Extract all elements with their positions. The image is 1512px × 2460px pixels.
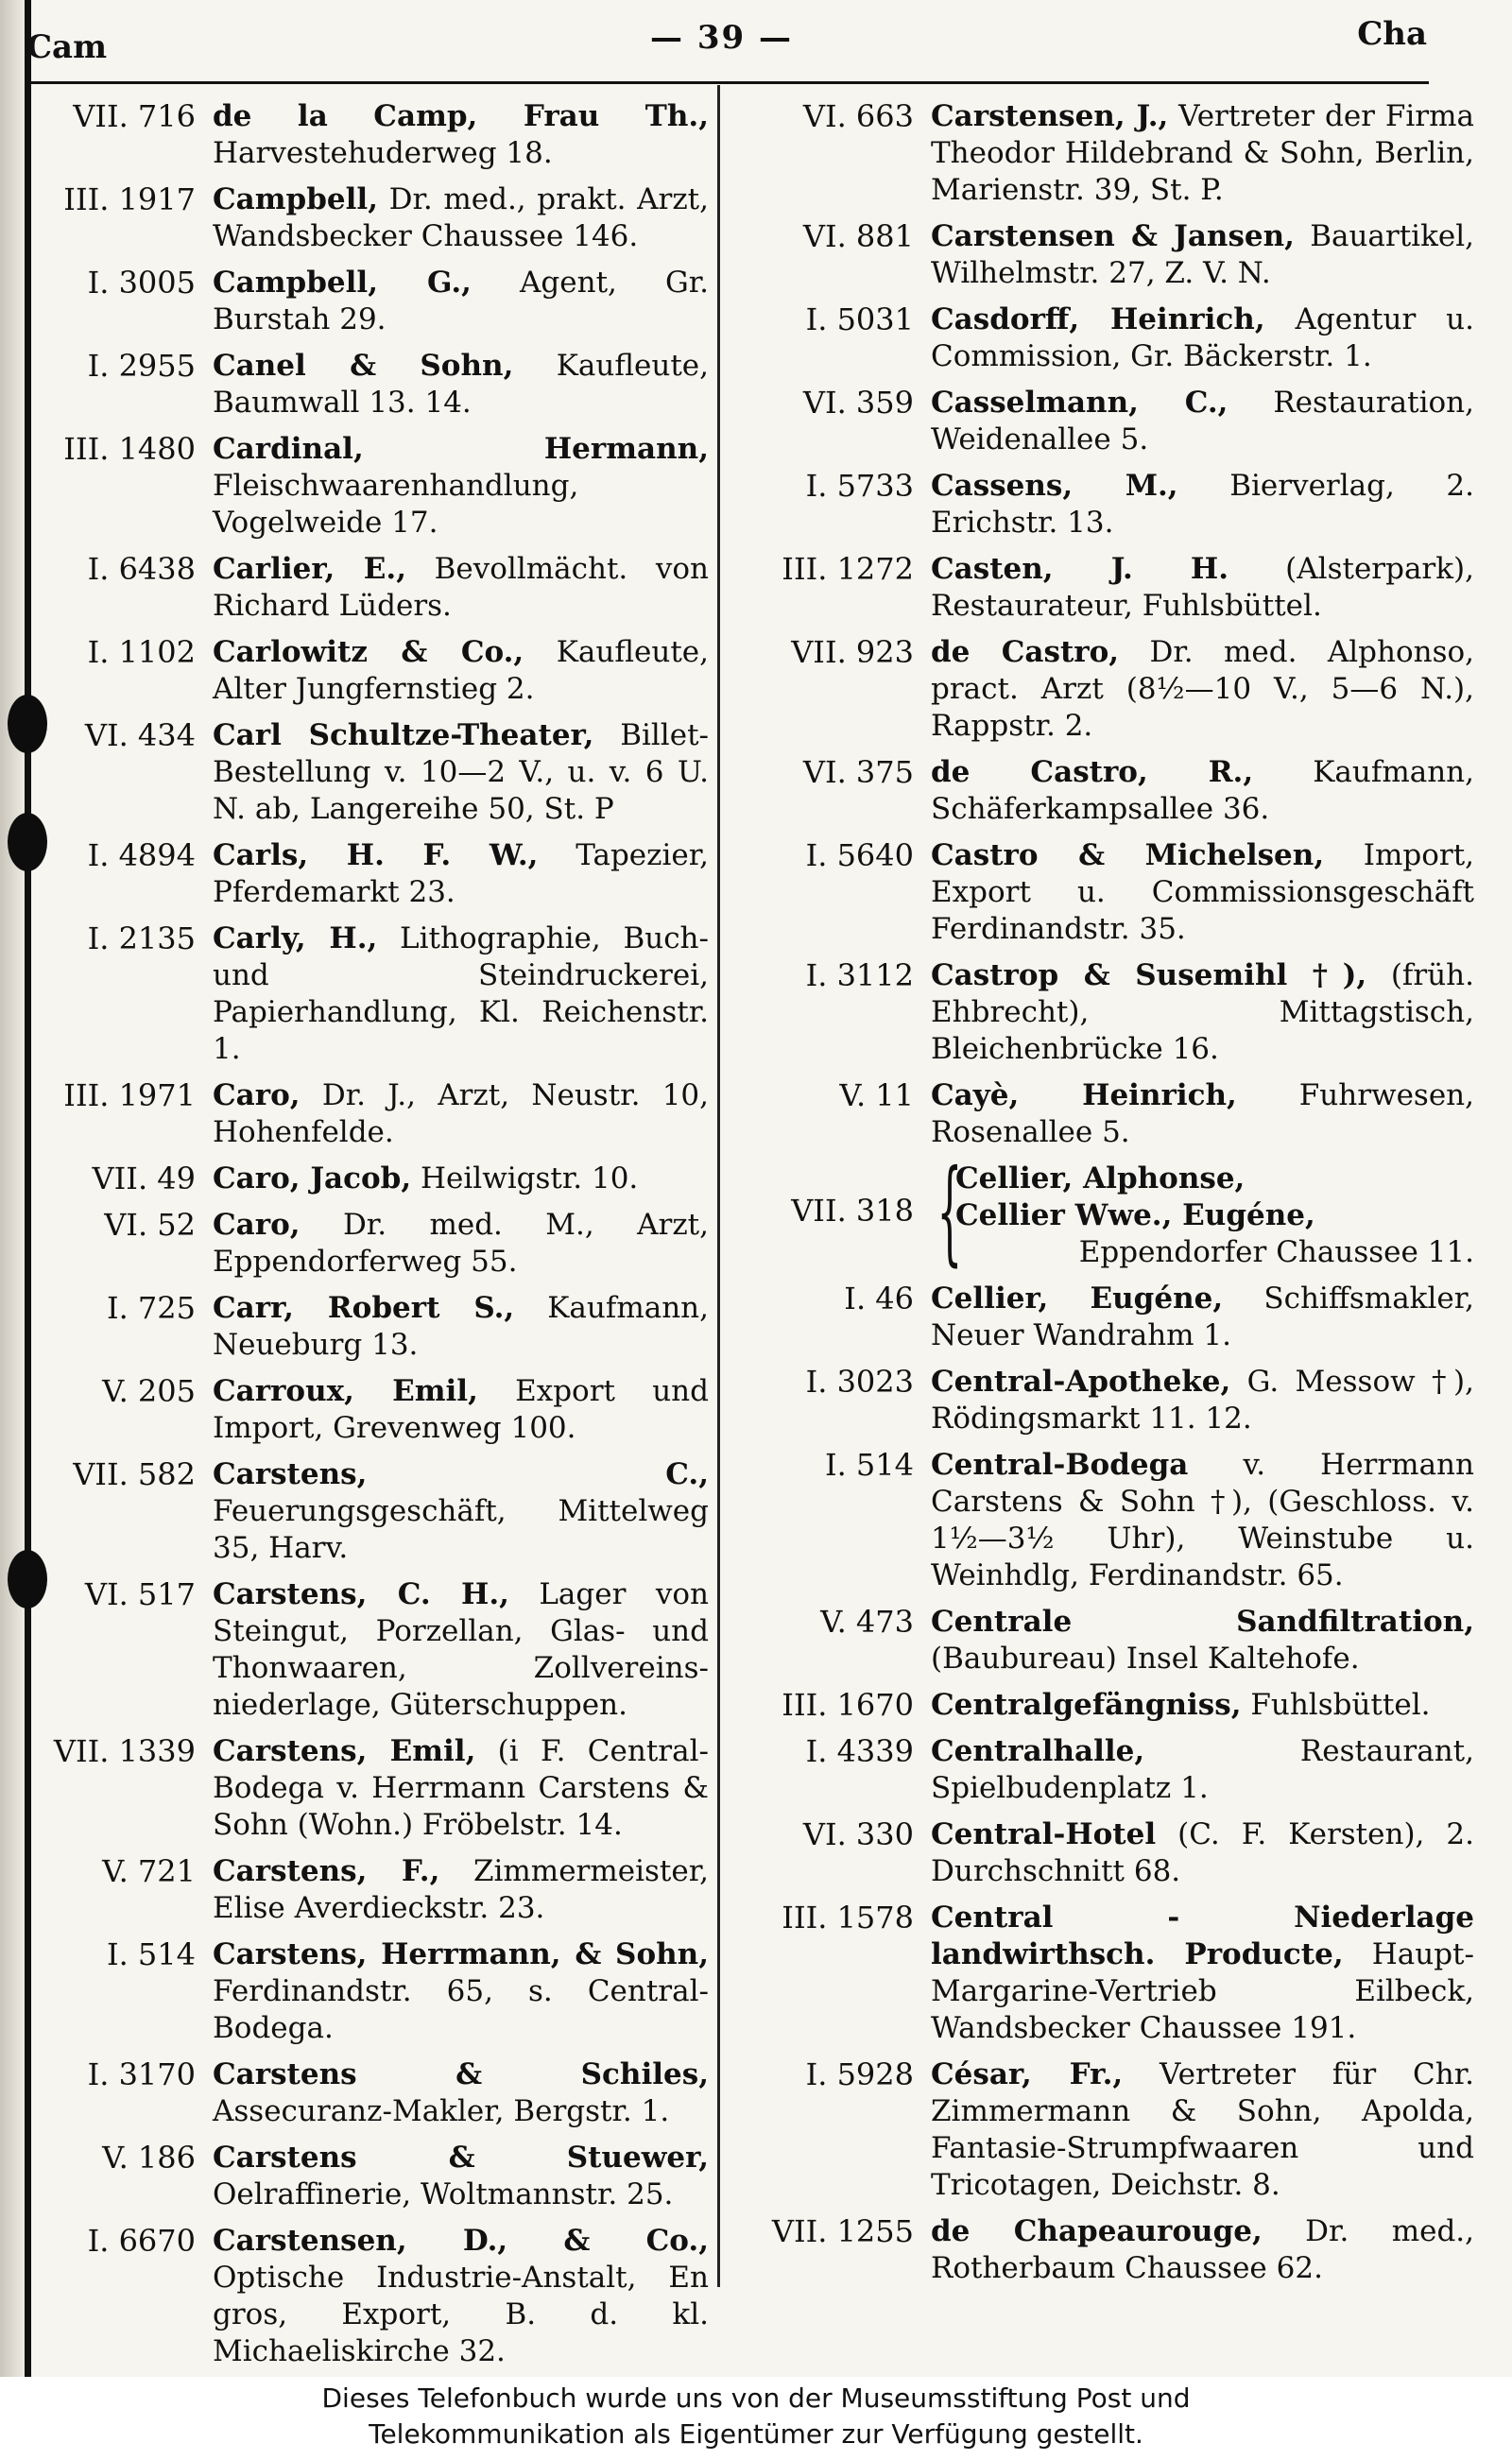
entry-details: Bierverlag, 2. Erichstr. 13. (931, 469, 1474, 540)
entry-name: Cassens, M., (931, 469, 1178, 503)
entry-name: Carly, H., (213, 921, 378, 955)
entry-text (931, 2056, 1474, 2204)
phone-number: I. 1102 (87, 634, 196, 670)
phone-number: I. 3005 (87, 265, 196, 301)
directory-entry (747, 2056, 1474, 2204)
entry-name: Carls, H. F. W., (213, 838, 539, 872)
directory-entry (28, 717, 709, 828)
directory-entry (747, 218, 1474, 292)
entry-text (931, 2213, 1474, 2287)
entry-text (931, 301, 1474, 375)
entry-details: Kaufmann, Schäferkampsallee 36. (931, 755, 1474, 826)
entry-text (931, 957, 1474, 1068)
entry-name: Carstensen, D., & Co., (213, 2224, 709, 2258)
entry-name: Carstens, Herrmann, & Sohn, (213, 1937, 709, 1971)
phone-number: VI. 434 (84, 717, 196, 753)
entry-name: Campbell, G., (213, 266, 472, 300)
entry-details: Feuerungsgeschäft, Mittelweg 35, Harv. (213, 1494, 709, 1565)
entry-text (931, 385, 1474, 458)
entry-name: Carl Schultze-Theater, (213, 718, 594, 752)
phone-number: I. 514 (824, 1447, 914, 1483)
entry-details: Heilwigstr. 10. (411, 1161, 639, 1196)
entry-details: Lager von Steingut, Porzellan, Glas- und Thonwaaren, Zollvereins-niederlage, Güterschuppen. (213, 1577, 709, 1722)
entry-name: César, Fr., (931, 2057, 1124, 2091)
directory-entry (747, 837, 1474, 948)
entry-text (931, 1733, 1474, 1807)
entry-details: Vertreter der Firma Theodor Hildebrand & Sohn, Berlin, Marienstr. 39, St. P. (931, 99, 1474, 207)
phone-number: I. 5733 (805, 468, 914, 504)
directory-entry (28, 2056, 709, 2130)
entry-text (931, 754, 1474, 828)
entry-details: Optische Industrie-Anstalt, En gros, Export, B. d. kl. Michaeliskirche 32. (213, 2261, 709, 2368)
directory-entry (28, 98, 709, 172)
phone-number: III. 1917 (63, 181, 196, 217)
entry-name: Carstens & Schiles, (213, 2057, 709, 2091)
entry-text (931, 1364, 1474, 1437)
entry-name: Casselmann, C., (931, 386, 1228, 420)
phone-number: I. 3112 (805, 957, 914, 993)
phone-number: VII. 582 (73, 1456, 196, 1492)
phone-number: I. 3023 (805, 1364, 914, 1400)
entry-details: Kaufleute, Alter Jungfernstieg 2. (213, 635, 709, 706)
phone-number: I. 2135 (87, 920, 196, 956)
entry-name: de Castro, (931, 635, 1120, 669)
entry-text (213, 2223, 709, 2370)
entry-text (931, 634, 1474, 745)
entry-text (213, 634, 709, 708)
entry-name: Carlowitz & Co., (213, 635, 524, 669)
entry-text (213, 1733, 709, 1844)
entry-details: (früh. Ehbrecht), Mittagstisch, Bleichenbrücke 16. (931, 958, 1475, 1066)
directory-entry (28, 1373, 709, 1447)
entry-text (213, 551, 709, 625)
entry-details: Agent, Gr. Burstah 29. (213, 266, 709, 336)
entry-details: Tapezier, Pferdemarkt 23. (213, 838, 710, 909)
right-column (747, 98, 1474, 2297)
entry-details: (Alsterpark), Restaurateur, Fuhlsbüttel. (931, 552, 1474, 623)
entry-text (213, 181, 709, 255)
entry-details: Kaufmann, Neueburg 13. (213, 1291, 709, 1362)
entry-details: Dr. J., Arzt, Neustr. 10, Hohenfelde. (213, 1078, 709, 1149)
entry-name: Carstens, C. H., (213, 1577, 509, 1611)
phone-number: VI. 663 (802, 98, 914, 134)
entry-details: (i F. Central-Bodega v. Herrmann Carstens & Sohn (Wohn.) Fröbelstr. 14. (213, 1734, 709, 1842)
header-right-keyword: Cha (1357, 15, 1427, 53)
directory-entry (28, 1853, 709, 1927)
column-divider (717, 85, 720, 2287)
phone-number: VI. 881 (802, 218, 914, 254)
entry-details: Lithographie, Buch- und Steindruckerei, Papierhandlung, Kl. Reichenstr. 1. (213, 921, 709, 1066)
entry-name: Centralgefängniss, (931, 1688, 1242, 1722)
entry-text (931, 551, 1474, 625)
phone-number: I. 6438 (87, 551, 196, 587)
directory-entry (747, 1077, 1474, 1151)
entry-text (931, 1447, 1474, 1594)
entry-details: (Baubureau) Insel Kaltehofe. (931, 1642, 1360, 1676)
entry-text (931, 1816, 1474, 1890)
entry-name: Caro, (213, 1208, 301, 1242)
ownership-footer (0, 2377, 1512, 2460)
entry-details: Dr. med. M., Arzt, Eppendorferweg 55. (213, 1208, 709, 1279)
entry-text (213, 348, 709, 421)
header-left-keyword: Cam (26, 28, 108, 66)
directory-entry (28, 920, 709, 1068)
entry-text (213, 1576, 709, 1724)
phone-number: III. 1578 (782, 1900, 914, 1935)
entry-text (213, 1456, 709, 1567)
entry-name: de Chapeaurouge, (931, 2214, 1263, 2248)
phone-number: I. 4339 (805, 1733, 914, 1769)
entry-details: Schiffsmakler, Neuer Wandrahm 1. (931, 1282, 1474, 1352)
directory-entry (747, 1604, 1474, 1677)
entry-name: Carstens & Stuewer, (213, 2141, 709, 2175)
entry-details: Kaufleute, Baumwall 13. 14. (213, 349, 709, 420)
entry-name: Centrale Sandfiltration, (931, 1605, 1474, 1639)
phone-number: I. 3170 (87, 2056, 196, 2092)
phone-number: III. 1272 (782, 551, 914, 587)
entry-name: Casten, J. H. (931, 552, 1228, 586)
phone-number: III. 1670 (782, 1687, 914, 1723)
entry-details: Zimmermeister, Elise Averdieckstr. 23. (213, 1854, 709, 1925)
directory-entry (28, 1576, 709, 1724)
directory-entry (28, 837, 709, 911)
phone-number: VII. 49 (92, 1161, 196, 1196)
entry-text (213, 1853, 709, 1927)
phone-number: VII. 1255 (771, 2213, 914, 2249)
directory-entry (747, 1146, 1474, 1278)
entry-name: Central-Bodega (931, 1448, 1189, 1482)
grouped-entry-line: Eppendorfer Chaussee 11. (1078, 1235, 1474, 1269)
entry-name: Carroux, Emil, (213, 1374, 478, 1408)
entry-text (931, 1077, 1474, 1151)
directory-entry (747, 301, 1474, 375)
entry-name: de la Camp, Frau Th., (213, 99, 709, 133)
entry-text (931, 1687, 1474, 1724)
grouped-entry-line: Cellier, Alphonse, (955, 1161, 1246, 1196)
phone-number: VII. 1339 (53, 1733, 196, 1769)
entry-details: Bauartikel, Wilhelmstr. 27, Z. V. N. (931, 219, 1474, 290)
directory-entry (747, 551, 1474, 625)
entry-details: v. Herrmann Carstens & Sohn †), (Geschloss. v. 1½—3½ Uhr), Weinstube u. Weinhdlg, Ferdinandstr. 65. (931, 1448, 1474, 1592)
entry-name: Centralhalle, (931, 1734, 1145, 1768)
directory-entry (28, 1077, 709, 1151)
entry-name: Carlier, E., (213, 552, 406, 586)
directory-entry (28, 1290, 709, 1364)
directory-entry (28, 265, 709, 338)
directory-entry (28, 634, 709, 708)
directory-entry (28, 1936, 709, 2047)
entry-text (213, 717, 709, 828)
entry-details: Ferdinandstr. 65, s. Central-Bodega. (213, 1974, 709, 2045)
directory-entry (747, 634, 1474, 745)
entry-name: Castrop & Susemihl †), (931, 958, 1367, 992)
entry-details: Fuhlsbüttel. (1241, 1688, 1431, 1722)
entry-name: Carstens, Emil, (213, 1734, 476, 1768)
entry-details: Dr. med., Rotherbaum Chaussee 62. (931, 2214, 1474, 2285)
entry-details: Oelraffinerie, Woltmannstr. 25. (213, 2177, 674, 2211)
directory-entry (28, 1161, 709, 1197)
entry-details: Billet-Bestellung v. 10—2 V., u. v. 6 U. N. ab, Langereihe 50, St. P (213, 718, 709, 826)
entry-text (213, 98, 709, 172)
directory-entry (747, 1364, 1474, 1437)
phone-number: I. 5640 (805, 837, 914, 873)
phone-number: I. 6670 (87, 2223, 196, 2259)
phone-number: I. 514 (106, 1936, 196, 1972)
directory-entry (747, 98, 1474, 209)
entry-details: G. Messow †), Rödingsmarkt 11. 12. (931, 1365, 1474, 1436)
directory-entry (747, 1447, 1474, 1594)
directory-entry (28, 348, 709, 421)
entry-text (213, 1936, 709, 2047)
phone-number: VI. 52 (104, 1207, 196, 1243)
entry-details: Vertreter für Chr. Zimmermann & Sohn, Apolda, Fantasie-Strumpfwaaren und Tricotagen, Deichstr. 8. (931, 2057, 1474, 2202)
entry-text (931, 98, 1474, 209)
directory-entry (28, 181, 709, 255)
page-number: — 39 — (650, 19, 793, 57)
page-header (26, 15, 1427, 81)
directory-entry (28, 431, 709, 542)
entry-text (213, 1290, 709, 1364)
phone-number: V. 186 (102, 2140, 196, 2176)
entry-text (931, 1281, 1474, 1354)
entry-text (213, 837, 709, 911)
entry-name: Canel & Sohn, (213, 349, 514, 383)
phone-number: VI. 375 (802, 754, 914, 790)
phone-number: VII. 923 (791, 634, 914, 670)
entry-text (213, 265, 709, 338)
entry-text (213, 1373, 709, 1447)
entry-text (931, 218, 1474, 292)
directory-entry (28, 551, 709, 625)
entry-details: Dr. med., prakt. Arzt, Wandsbecker Chaussee 146. (213, 182, 709, 253)
entry-details: (C. F. Kersten), 2. Durchschnitt 68. (931, 1817, 1474, 1888)
directory-entry (747, 957, 1474, 1068)
phone-number: VI. 330 (802, 1816, 914, 1852)
entry-text (213, 1077, 709, 1151)
entry-text (931, 468, 1474, 542)
header-rule (26, 81, 1429, 84)
phone-number: V. 205 (102, 1373, 196, 1409)
phone-number: III. 1971 (63, 1077, 196, 1113)
entry-name: Cellier, Eugéne, (931, 1282, 1224, 1316)
brace-mark: { (936, 1146, 963, 1278)
entry-name: Carstens, F., (213, 1854, 440, 1888)
directory-entry (28, 1207, 709, 1281)
entry-details: Restaurant, Spielbudenplatz 1. (931, 1734, 1474, 1805)
phone-number: I. 5928 (805, 2056, 914, 2092)
entry-details: Import, Export u. Commissionsgeschäft Ferdinandstr. 35. (931, 838, 1475, 946)
phone-number: V. 721 (102, 1853, 196, 1889)
directory-entry (747, 385, 1474, 458)
phone-number: I. 2955 (87, 348, 196, 384)
entry-text (931, 1604, 1474, 1677)
entry-name: Carr, Robert S., (213, 1291, 515, 1325)
directory-entry (747, 1900, 1474, 2047)
entry-details: Bevollmächt. von Richard Lüders. (213, 552, 709, 623)
entry-name: Central-Hotel (931, 1817, 1157, 1851)
entry-text (931, 837, 1474, 948)
directory-entry (747, 1816, 1474, 1890)
phone-number: I. 46 (844, 1281, 914, 1316)
directory-entry (747, 1687, 1474, 1724)
entry-name: Cardinal, Hermann, (213, 432, 709, 466)
entry-text (213, 1207, 709, 1281)
grouped-entry (931, 1146, 1474, 1278)
entry-details: Agentur u. Commission, Gr. Bäckerstr. 1. (931, 302, 1474, 373)
left-column (28, 98, 709, 2377)
entry-details: Export und Import, Grevenweg 100. (213, 1374, 709, 1445)
entry-text (213, 2056, 709, 2130)
directory-entry (28, 1456, 709, 1567)
entry-name: de Castro, R., (931, 755, 1254, 789)
directory-entry (747, 468, 1474, 542)
entry-details: Fuhrwesen, Rosenallee 5. (931, 1078, 1474, 1149)
footer-line-1: Dieses Telefonbuch wurde uns von der Museumsstiftung Post und (321, 2383, 1191, 2414)
directory-entry (747, 1281, 1474, 1354)
entry-text (931, 1900, 1474, 2047)
directory-entry (28, 2223, 709, 2370)
entry-name: Carstensen, J., (931, 99, 1169, 133)
directory-entry (28, 1733, 709, 1844)
entry-name: Cayè, Heinrich, (931, 1078, 1237, 1112)
book-spine-edge (0, 0, 25, 2377)
directory-entry (28, 2140, 709, 2213)
entry-name: Carstens, C., (213, 1457, 709, 1491)
entry-details: Harvestehuderweg 18. (213, 136, 553, 170)
entry-text (213, 2140, 709, 2213)
phone-number: V. 11 (839, 1077, 914, 1113)
phone-number: III. 1480 (63, 431, 196, 467)
directory-entry (747, 2213, 1474, 2287)
directory-entry (747, 1733, 1474, 1807)
phone-number: I. 4894 (87, 837, 196, 873)
entry-name: Castro & Michelsen, (931, 838, 1325, 872)
phone-number: VII. 716 (73, 98, 196, 134)
entry-name: Caro, (213, 1078, 301, 1112)
directory-entry (747, 754, 1474, 828)
entry-name: Central - Niederlage landwirthsch. Producte, (931, 1901, 1474, 1971)
phone-number: VI. 517 (84, 1576, 196, 1612)
entry-text (213, 920, 709, 1068)
phone-number: I. 5031 (805, 301, 914, 337)
entry-details: Fleischwaarenhandlung, Vogelweide 17. (213, 469, 579, 540)
entry-details: Dr. med. Alphonso, pract. Arzt (8½—10 V., 5—6 N.), Rappstr. 2. (931, 635, 1474, 743)
grouped-entry-line: Cellier Wwe., Eugéne, (955, 1198, 1315, 1232)
entry-details: Haupt-Margarine-Vertrieb Eilbeck, Wandsbecker Chaussee 191. (931, 1937, 1474, 2045)
phone-number: I. 725 (106, 1290, 196, 1326)
entry-text (213, 1161, 709, 1197)
entry-name: Caro, Jacob, (213, 1161, 412, 1196)
phone-number: VII. 318 (791, 1193, 914, 1229)
entry-name: Carstensen & Jansen, (931, 219, 1295, 253)
phone-number: V. 473 (820, 1604, 914, 1640)
phone-number: VI. 359 (802, 385, 914, 421)
entry-name: Central-Apotheke, (931, 1365, 1231, 1399)
entry-name: Casdorff, Heinrich, (931, 302, 1265, 336)
entry-text (213, 431, 709, 542)
entry-details: Assecuranz-Makler, Bergstr. 1. (213, 2094, 670, 2128)
footer-line-2: Telekommunikation als Eigentümer zur Verfügung gestellt. (369, 2418, 1143, 2450)
entry-details: Restauration, Weidenallee 5. (931, 386, 1474, 456)
entry-name: Campbell, (213, 182, 378, 216)
